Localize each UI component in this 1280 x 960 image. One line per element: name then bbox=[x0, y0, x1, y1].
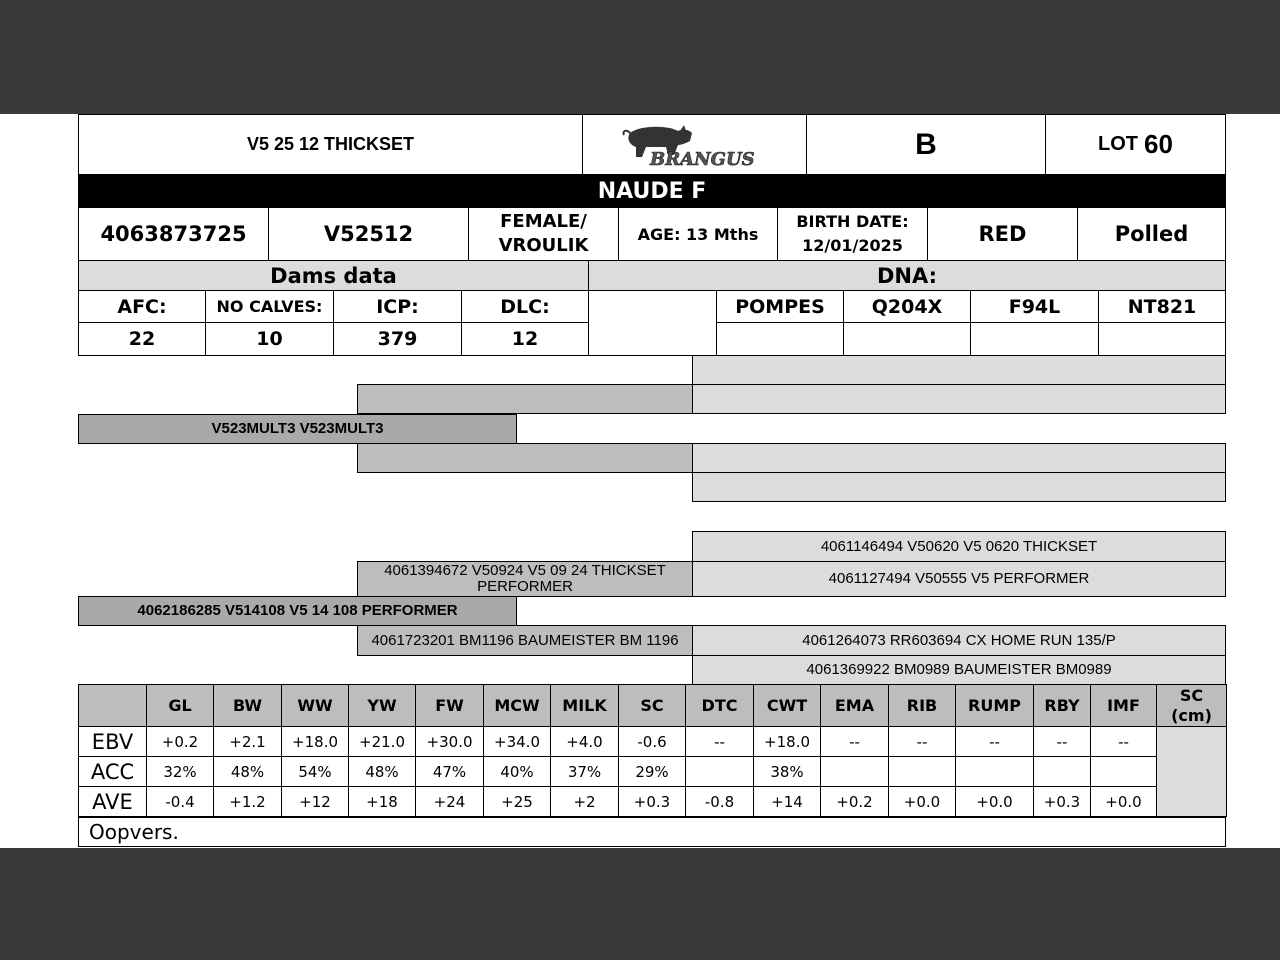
acc-cell bbox=[686, 757, 754, 787]
reg-number: 4063873725 bbox=[100, 222, 247, 246]
dna-value-nt821 bbox=[1098, 322, 1226, 356]
ebv-cell: +4.0 bbox=[551, 727, 619, 757]
dams-value-text: 10 bbox=[256, 328, 283, 350]
acc-cell: 38% bbox=[754, 757, 821, 787]
pedigree-dam-sire-text: 4061394672 V50924 V5 09 24 THICKSET PERFORMER bbox=[384, 562, 666, 595]
sex-cell bbox=[468, 207, 619, 261]
ebv-col-header: WW bbox=[282, 685, 349, 727]
logo-text: BRANGUS bbox=[649, 148, 755, 169]
pedigree-dam-dam-sire-text: 4061264073 RR603694 CX HOME RUN 135/P bbox=[802, 631, 1116, 649]
ebv-cell: +18.0 bbox=[282, 727, 349, 757]
pedigree-dam-sire-dam bbox=[692, 561, 1226, 597]
colour-cell bbox=[927, 207, 1078, 261]
ebv-cell: -- bbox=[1034, 727, 1091, 757]
pedigree-dam-sire bbox=[357, 561, 693, 597]
ave-cell: +0.0 bbox=[1091, 787, 1157, 817]
dams-value-calves bbox=[205, 322, 334, 356]
horns-cell bbox=[1077, 207, 1226, 261]
ave-cell: +2 bbox=[551, 787, 619, 817]
ebv-col-header: FW bbox=[416, 685, 484, 727]
horns-text: Polled bbox=[1114, 222, 1189, 246]
dams-header-calves bbox=[205, 290, 334, 323]
ebv-cell: +2.1 bbox=[214, 727, 282, 757]
dams-data-title-text: Dams data bbox=[270, 263, 397, 288]
bull-logo-icon bbox=[620, 121, 770, 169]
ebv-cell: +30.0 bbox=[416, 727, 484, 757]
ebv-col-header: RUMP bbox=[956, 685, 1034, 727]
acc-cell: 29% bbox=[619, 757, 686, 787]
dams-value-afc bbox=[78, 322, 206, 356]
ebv-col-header: DTC bbox=[686, 685, 754, 727]
breeder-bar bbox=[78, 174, 1226, 208]
dna-header-q204x bbox=[843, 290, 971, 323]
ebv-cell: +21.0 bbox=[349, 727, 416, 757]
ebv-sc-cm-cell bbox=[1157, 727, 1227, 817]
grade-cell bbox=[806, 114, 1046, 175]
animal-name-text: V5 25 12 THICKSET bbox=[246, 134, 415, 154]
pedigree-dam-dam-dam-text: 4061369922 BM0989 BAUMEISTER BM0989 bbox=[806, 661, 1112, 678]
brangus-logo bbox=[582, 114, 807, 175]
sex-line2: VROULIK bbox=[498, 235, 589, 256]
lot-cell bbox=[1045, 114, 1226, 175]
ave-row-label: AVE bbox=[79, 787, 147, 817]
dams-value-dlc bbox=[461, 322, 589, 356]
dna-title-text: DNA: bbox=[876, 263, 938, 288]
animal-id-cell bbox=[268, 207, 469, 261]
ebv-header-row bbox=[79, 685, 1227, 727]
ebv-cell: -- bbox=[821, 727, 889, 757]
ebv-col-header: YW bbox=[349, 685, 416, 727]
pedigree-sire-dam-sire bbox=[692, 443, 1226, 473]
grade-text: B bbox=[915, 127, 937, 161]
animal-name bbox=[78, 114, 583, 175]
pedigree-sire-sire-sire bbox=[692, 355, 1226, 385]
ebv-col-header: MCW bbox=[484, 685, 551, 727]
dams-header-text: ICP: bbox=[376, 295, 419, 318]
acc-cell: 48% bbox=[214, 757, 282, 787]
acc-cell bbox=[889, 757, 956, 787]
acc-cell: 40% bbox=[484, 757, 551, 787]
dna-title bbox=[588, 260, 1226, 291]
birth-date-value: 12/01/2025 bbox=[802, 236, 903, 255]
pedigree-dam-text: 4062186285 V514108 V5 14 108 PERFORMER bbox=[137, 602, 458, 619]
ebv-header-corner bbox=[79, 685, 147, 727]
dna-header-text: NT821 bbox=[1127, 295, 1197, 318]
acc-cell: 48% bbox=[349, 757, 416, 787]
ave-cell: -0.4 bbox=[147, 787, 214, 817]
colour-text: RED bbox=[978, 222, 1027, 246]
dna-blank-cell bbox=[588, 290, 717, 356]
ebv-col-header: BW bbox=[214, 685, 282, 727]
pedigree-sire-dam bbox=[357, 443, 693, 473]
ave-cell: +18 bbox=[349, 787, 416, 817]
acc-cell bbox=[1034, 757, 1091, 787]
dams-header-icp bbox=[333, 290, 462, 323]
reg-number-cell bbox=[78, 207, 269, 261]
pedigree-dam bbox=[78, 596, 517, 626]
dna-header-nt821 bbox=[1098, 290, 1226, 323]
acc-cell bbox=[1091, 757, 1157, 787]
ebv-col-header: MILK bbox=[551, 685, 619, 727]
ebv-col-header: RIB bbox=[889, 685, 956, 727]
ave-cell: +12 bbox=[282, 787, 349, 817]
pedigree-sire-sire-dam bbox=[692, 384, 1226, 414]
birth-date-label: BIRTH DATE: bbox=[796, 212, 909, 231]
ebv-col-header: CWT bbox=[754, 685, 821, 727]
footer-note-text: Oopvers. bbox=[89, 820, 179, 844]
dams-value-text: 22 bbox=[128, 328, 156, 350]
pedigree-sire-text: V523MULT3 V523MULT3 bbox=[211, 420, 384, 437]
dams-value-text: 379 bbox=[377, 328, 418, 350]
ave-cell: +14 bbox=[754, 787, 821, 817]
animal-id: V52512 bbox=[323, 222, 414, 246]
dams-data-title bbox=[78, 260, 589, 291]
ebv-col-header-sc-cm: SC (cm) bbox=[1157, 685, 1227, 727]
pedigree-dam-sire-sire bbox=[692, 531, 1226, 562]
pedigree-dam-sire-sire-text: 4061146494 V50620 V5 0620 THICKSET bbox=[820, 537, 1098, 555]
ebv-col-header: SC bbox=[619, 685, 686, 727]
acc-cell: 37% bbox=[551, 757, 619, 787]
ebv-cell: +18.0 bbox=[754, 727, 821, 757]
acc-cell: 32% bbox=[147, 757, 214, 787]
acc-cell bbox=[821, 757, 889, 787]
acc-cell: 54% bbox=[282, 757, 349, 787]
ave-cell: +1.2 bbox=[214, 787, 282, 817]
age-text: AGE: 13 Mths bbox=[637, 224, 759, 244]
pedigree-dam-dam bbox=[357, 625, 693, 656]
ebv-row-label: EBV bbox=[79, 727, 147, 757]
lot-label: LOT bbox=[1098, 133, 1139, 155]
ave-row bbox=[79, 787, 1227, 817]
dams-header-text: DLC: bbox=[500, 295, 550, 318]
ebv-cell: -- bbox=[686, 727, 754, 757]
pedigree-dam-dam-dam bbox=[692, 655, 1226, 685]
dams-value-text: 12 bbox=[511, 328, 539, 350]
age-cell bbox=[618, 207, 778, 261]
dams-header-text: AFC: bbox=[117, 295, 167, 318]
acc-row-label: ACC bbox=[79, 757, 147, 787]
dna-header-text: Q204X bbox=[871, 295, 943, 318]
pedigree-dam-sire-dam-text: 4061127494 V50555 V5 PERFORMER bbox=[828, 570, 1090, 587]
ebv-col-header: RBY bbox=[1034, 685, 1091, 727]
ebv-col-header: GL bbox=[147, 685, 214, 727]
ebv-cell: -- bbox=[1091, 727, 1157, 757]
sex-line1: FEMALE/ bbox=[500, 211, 587, 232]
ebv-row bbox=[79, 727, 1227, 757]
ebv-cell: -- bbox=[889, 727, 956, 757]
ave-cell: +24 bbox=[416, 787, 484, 817]
pedigree-dam-dam-text: 4061723201 BM1196 BAUMEISTER BM 1196 bbox=[371, 631, 679, 649]
ave-cell: +0.2 bbox=[821, 787, 889, 817]
ave-cell: +25 bbox=[484, 787, 551, 817]
pedigree-sire-sire bbox=[357, 384, 693, 414]
ebv-cell: -0.6 bbox=[619, 727, 686, 757]
ebv-table bbox=[78, 684, 1227, 817]
acc-cell bbox=[956, 757, 1034, 787]
ave-cell: +0.3 bbox=[1034, 787, 1091, 817]
lot-card bbox=[0, 114, 1280, 848]
acc-cell: 47% bbox=[416, 757, 484, 787]
ave-cell: -0.8 bbox=[686, 787, 754, 817]
breeder-name: NAUDE F bbox=[597, 178, 707, 204]
ebv-cell: -- bbox=[956, 727, 1034, 757]
dna-header-text: F94L bbox=[1008, 295, 1061, 318]
dna-value-pompes bbox=[716, 322, 844, 356]
dams-header-dlc bbox=[461, 290, 589, 323]
pedigree-sire-dam-dam bbox=[692, 472, 1226, 502]
dna-header-f94l bbox=[970, 290, 1099, 323]
ebv-col-header: IMF bbox=[1091, 685, 1157, 727]
ebv-cell: +34.0 bbox=[484, 727, 551, 757]
pedigree-dam-dam-sire bbox=[692, 625, 1226, 656]
ebv-col-header: EMA bbox=[821, 685, 889, 727]
ebv-cell: +0.2 bbox=[147, 727, 214, 757]
dna-header-pompes bbox=[716, 290, 844, 323]
ave-cell: +0.3 bbox=[619, 787, 686, 817]
ave-cell: +0.0 bbox=[889, 787, 956, 817]
ave-cell: +0.0 bbox=[956, 787, 1034, 817]
dna-header-text: POMPES bbox=[735, 295, 825, 318]
pedigree-sire bbox=[78, 414, 517, 444]
acc-row bbox=[79, 757, 1227, 787]
dna-value-f94l bbox=[970, 322, 1099, 356]
birth-date-cell bbox=[777, 207, 928, 261]
dams-value-icp bbox=[333, 322, 462, 356]
dna-value-q204x bbox=[843, 322, 971, 356]
dams-header-text: NO CALVES: bbox=[216, 297, 323, 316]
footer-note bbox=[78, 817, 1226, 847]
lot-number: 60 bbox=[1144, 129, 1173, 159]
dams-header-afc bbox=[78, 290, 206, 323]
